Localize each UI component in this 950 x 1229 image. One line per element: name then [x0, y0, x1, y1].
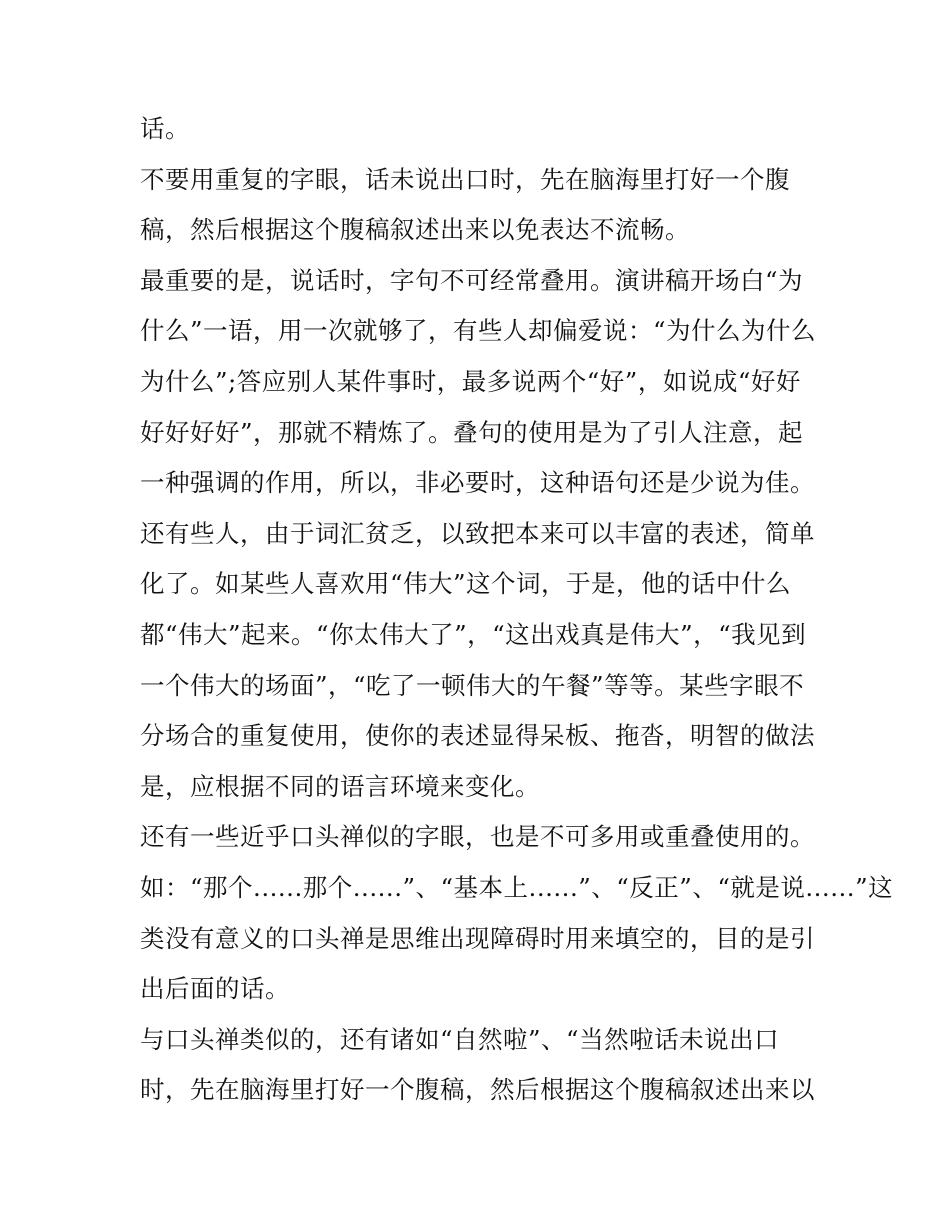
text-line: 还有一些近乎口头禅似的字眼，也是不可多用或重叠使用的。	[140, 822, 815, 852]
text-line: 是，应根据不同的语言环境来变化。	[140, 771, 540, 801]
text-line: 话。	[140, 114, 190, 143]
text-line: 什么”一语，用一次就够了，有些人却偏爱说：“为什么为什么	[140, 316, 817, 346]
text-line: 时，先在脑海里打好一个腹稿，然后根据这个腹稿叙述出来以	[140, 1075, 815, 1105]
text-line: 出后面的话。	[140, 974, 290, 1004]
document-body	[140, 104, 894, 1116]
text-line: 好好好好”，那就不精炼了。叠句的使用是为了引人注意，起	[140, 417, 804, 447]
text-line: 都“伟大”起来。“你太伟大了”，“这出戏真是伟大”，“我见到	[140, 619, 807, 649]
text-line: 一种强调的作用，所以，非必要时，这种语句还是少说为佳。	[140, 468, 815, 498]
text-line: 化了。如某些人喜欢用“伟大”这个词，于是，他的话中什么	[140, 569, 792, 599]
text-line: 为什么”;答应别人某件事时，最多说两个“好”，如说成“好好	[140, 366, 801, 396]
text-line: 不要用重复的字眼，话未说出口时，先在脑海里打好一个腹	[140, 164, 790, 194]
text-line: 最重要的是，说话时，字句不可经常叠用。演讲稿开场白“为	[140, 265, 804, 295]
text-line: 还有些人，由于词汇贫乏，以致把本来可以丰富的表述，简单	[140, 518, 815, 548]
text-line: 分场合的重复使用，使你的表述显得呆板、拖沓，明智的做法	[140, 721, 815, 751]
text-line: 稿，然后根据这个腹稿叙述出来以免表达不流畅。	[140, 215, 690, 245]
text-line: 与口头禅类似的，还有诸如“自然啦”、“当然啦话未说出口	[140, 1024, 780, 1054]
text-line: 一个伟大的场面”，“吃了一顿伟大的午餐”等等。某些字眼不	[140, 670, 805, 700]
text-line: 类没有意义的口头禅是思维出现障碍时用来填空的，目的是引	[140, 923, 815, 953]
text-line: 如：“那个......那个......”、“基本上......”、“反正”、“就是说......”这	[140, 872, 894, 902]
